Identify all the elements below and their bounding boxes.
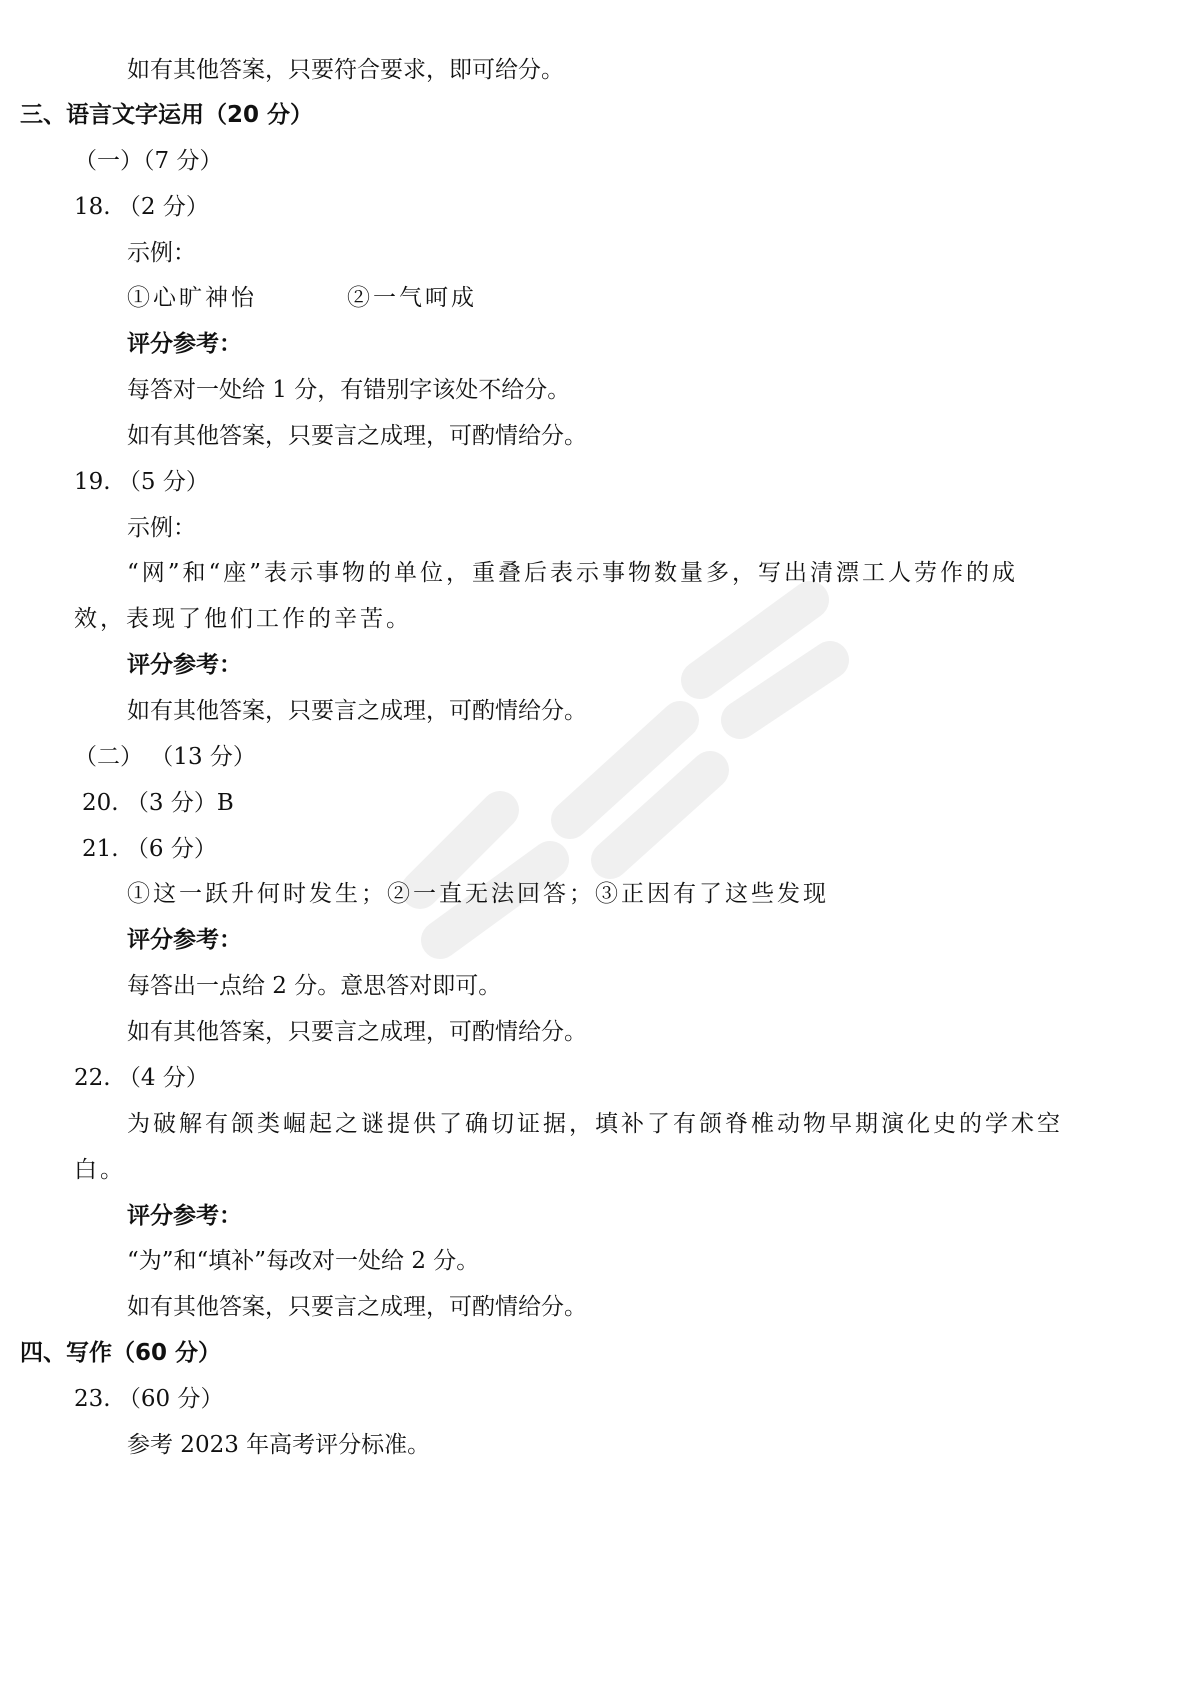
q21-scoring-rule-1: 每答出一点给 2 分。意思答对即可。	[127, 973, 502, 999]
q22-scoring-rule-2: 如有其他答案，只要言之成理，可酌情给分。	[127, 1294, 587, 1320]
question-19-heading: 19. （5 分）	[74, 469, 209, 495]
q22-scoring-label: 评分参考：	[127, 1203, 242, 1229]
watermark-graphic	[380, 560, 860, 980]
q21-scoring-rule-2: 如有其他答案，只要言之成理，可酌情给分。	[127, 1019, 587, 1045]
q22-answer-line-2: 白。	[74, 1157, 126, 1183]
q18-scoring-rule-2: 如有其他答案，只要言之成理，可酌情给分。	[127, 423, 587, 449]
question-23-heading: 23. （60 分）	[74, 1386, 224, 1412]
question-18-heading: 18. （2 分）	[74, 194, 209, 220]
q18-scoring-label: 评分参考：	[127, 331, 242, 357]
q22-answer-line-1: 为破解有颌类崛起之谜提供了确切证据，填补了有颌脊椎动物早期演化史的学术空	[127, 1111, 1063, 1137]
q18-answer-2: ②一气呵成	[347, 285, 477, 311]
section-4-heading: 四、写作（60 分）	[20, 1340, 222, 1366]
note-line: 如有其他答案，只要符合要求，即可给分。	[127, 57, 564, 83]
question-22-heading: 22. （4 分）	[74, 1065, 209, 1091]
question-21-heading: 21. （6 分）	[82, 836, 217, 862]
q21-scoring-label: 评分参考：	[127, 927, 242, 953]
subsection-1-heading: （一）（7 分）	[74, 148, 223, 174]
q19-scoring-rule-1: 如有其他答案，只要言之成理，可酌情给分。	[127, 698, 587, 724]
subsection-2-heading: （二） （13 分）	[74, 744, 256, 770]
q18-answer-1: ①心旷神怡	[127, 285, 257, 311]
q19-answer-line-1: “网”和“座”表示事物的单位，重叠后表示事物数量多，写出清漂工人劳作的成	[127, 560, 1019, 586]
question-20-answer: 20. （3 分）B	[82, 790, 234, 816]
q18-answer	[127, 282, 477, 314]
q21-answer: ①这一跃升何时发生；②一直无法回答；③正因有了这些发现	[127, 881, 829, 907]
q22-scoring-rule-1: “为”和“填补”每改对一处给 2 分。	[127, 1248, 480, 1274]
q18-example-label: 示例：	[127, 240, 196, 266]
q18-scoring-rule-1: 每答对一处给 1 分，有错别字该处不给分。	[127, 377, 571, 403]
q19-scoring-label: 评分参考：	[127, 652, 242, 678]
q19-answer-line-2: 效，表现了他们工作的辛苦。	[74, 606, 412, 632]
q23-answer: 参考 2023 年高考评分标准。	[127, 1432, 431, 1458]
section-3-heading: 三、语言文字运用（20 分）	[20, 102, 314, 128]
q19-example-label: 示例：	[127, 515, 196, 541]
